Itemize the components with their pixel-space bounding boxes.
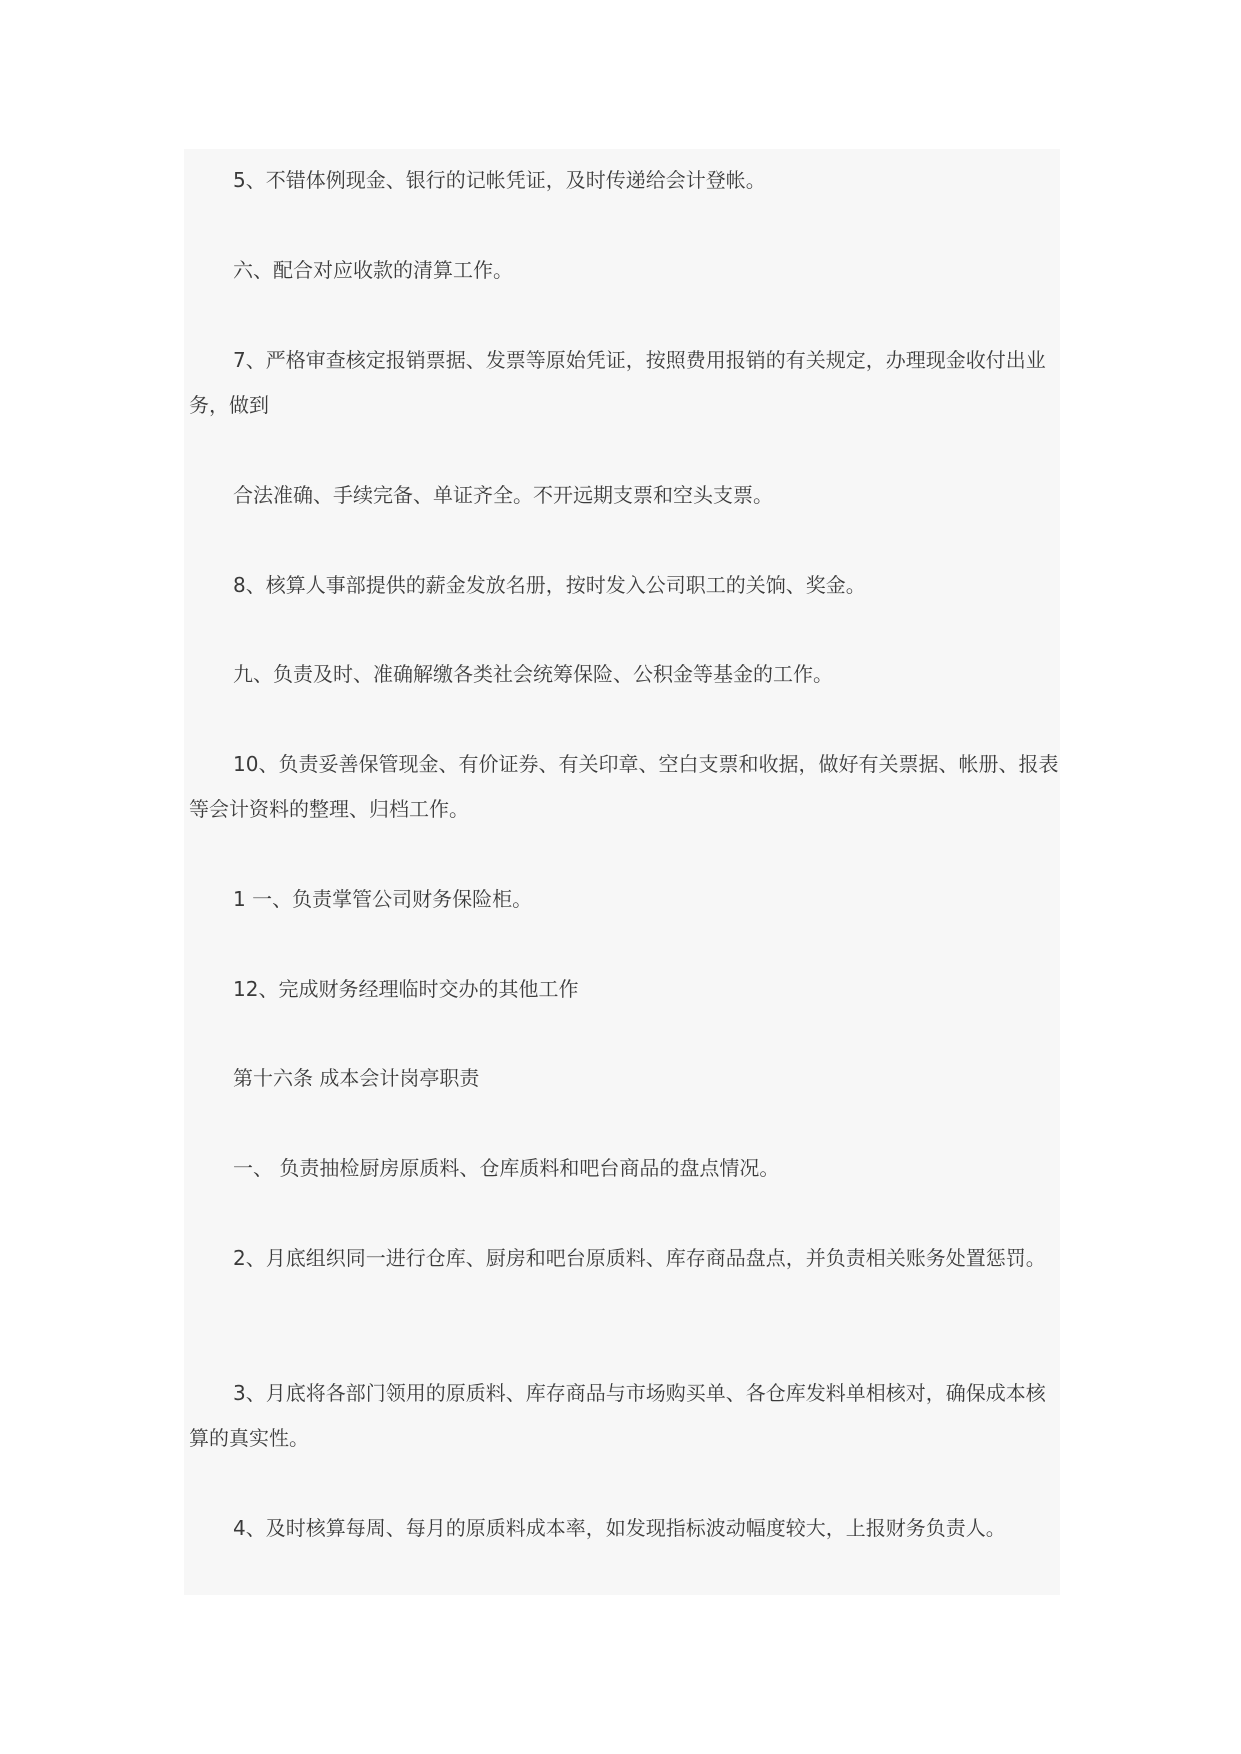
paragraph-item-11: 1 一、负责掌管公司财务保险柜。 [233, 887, 533, 911]
paragraph-item-9: 九、负责及时、准确解缴各类社会统筹保险、公积金等基金的工作。 [233, 662, 833, 686]
section-heading-article-16: 第十六条 成本会计岗亭职责 [233, 1066, 480, 1090]
paragraph-item-7-continued: 合法准确、手续完备、单证齐全。不开远期支票和空头支票。 [233, 483, 773, 507]
paragraph-item-5: 5、不错体例现金、银行的记帐凭证，及时传递给会计登帐。 [233, 168, 766, 192]
cost-item-2: 2、月底组织同一进行仓库、厨房和吧台原质料、库存商品盘点，并负责相关账务处置惩罚。 [233, 1246, 1046, 1270]
paragraph-item-7: 7、严格审查核定报销票据、发票等原始凭证，按照费用报销的有关规定，办理现金收付出业务，做到 [189, 348, 1046, 417]
paragraph-item-10: 10、负责妥善保管现金、有价证券、有关印章、空白支票和收据，做好有关票据、帐册、报表等会计资料的整理、归档工作。 [189, 752, 1059, 821]
cost-item-3: 3、月底将各部门领用的原质料、库存商品与市场购买单、各仓库发料单相核对，确保成本核算的真实性。 [189, 1381, 1046, 1450]
paragraph-item-8: 8、核算人事部提供的薪金发放名册，按时发入公司职工的关饷、奖金。 [233, 573, 866, 597]
paragraph-item-6: 六、配合对应收款的清算工作。 [233, 258, 513, 282]
cost-item-4: 4、及时核算每周、每月的原质料成本率，如发现指标波动幅度较大，上报财务负责人。 [233, 1516, 1006, 1540]
paragraph-item-12: 12、完成财务经理临时交办的其他工作 [233, 977, 579, 1001]
cost-item-1: 一、 负责抽检厨房原质料、仓库质料和吧台商品的盘点情况。 [233, 1156, 780, 1180]
